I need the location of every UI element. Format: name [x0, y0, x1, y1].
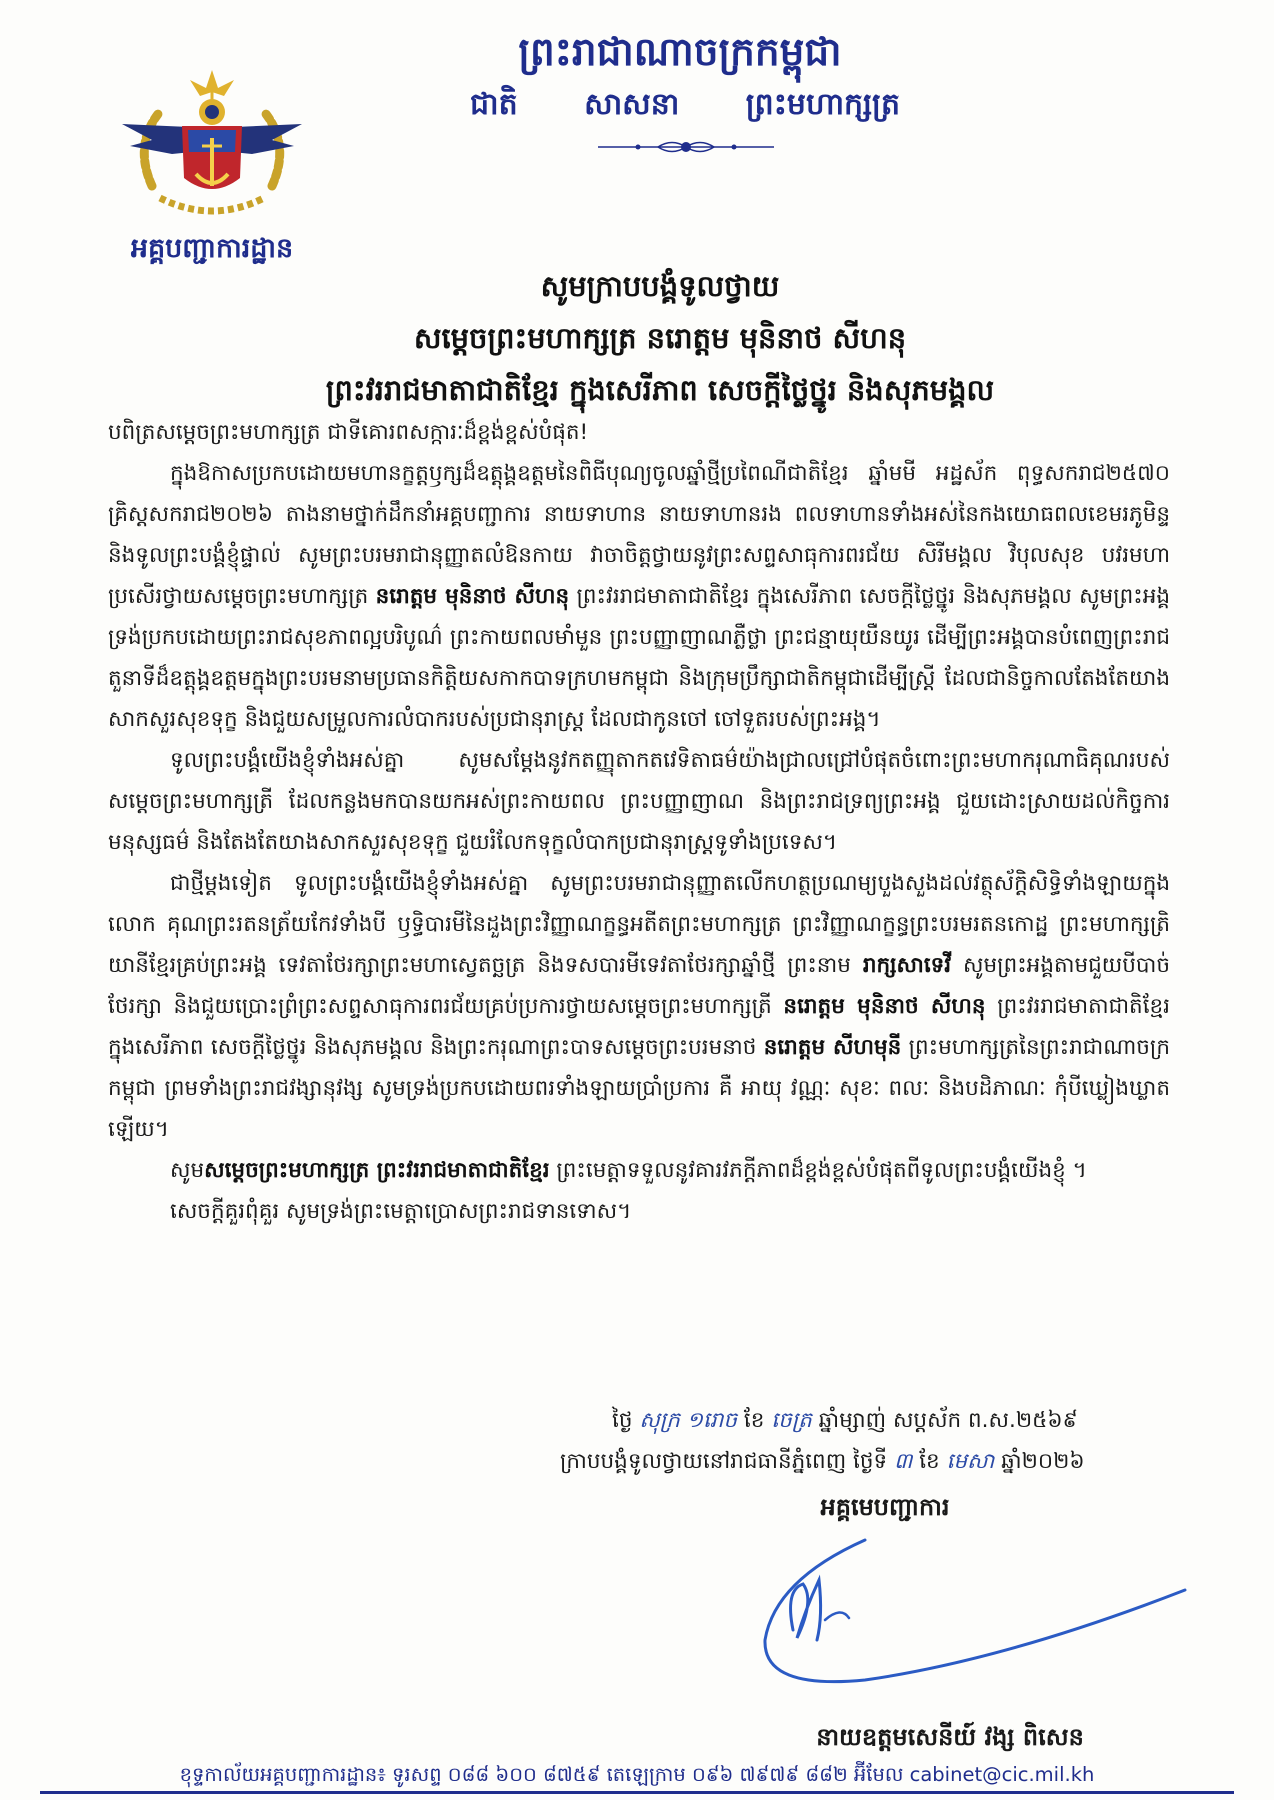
motto-king: ព្រះមហាក្សត្រ: [745, 87, 900, 122]
paragraph-2: ទូលព្រះបង្គំយើងខ្ញុំទាំងអស់គ្នា សូមសម្ដែងនូវកតញ្ញុតាកតវេទិតាធម៌យ៉ាងជ្រាលជ្រៅបំផុតចំពោះព្រះមហាករុណាធិគុណរបស់សម្ដេចព្រះមហាក្សត្រី ដែលកន្លងមកបានយកអស់ព្រះកាយពល ព្រះបញ្ញាញាណ និងព្រះរាជទ្រព្យព្រះអង្គ ជួយដោះស្រាយដល់កិច្ចការមនុស្សធម៌ និងតែងតែយាងសាកសួរសុខទុក្ខ ជួយរំលែកទុក្ខលំបាកប្រជានុរាស្ត្រទូទាំងប្រទេស។: [108, 748, 1170, 855]
p3-text-a: ជាថ្មីម្ដងទៀត ទូលព្រះបង្គំយើងខ្ញុំទាំងអស់គ្នា សូមព្រះបរមរាជានុញ្ញាតលើកហត្ថប្រណម្យបួងសួងដល់វត្ថុស័ក្តិសិទ្ធិទាំងឡាយក្នុងលោក គុណព្រះរតនត្រ័យកែវទាំងបី ឫទ្ធិបារមីនៃដួងព្រះវិញ្ញាណក្ខន្ធអតីតព្រះមហាក្សត្រ ព្រះវិញ្ញាណក្ខន្ធព្រះបរមរតនកោដ្ឋ ព្រះមហាក្សត្រិយានីខ្មែរគ្រប់ព្រះអង្គ ទេវតាថែរក្សាព្រះមហាស្វេតច្ឆត្រ និងទសបារមីទេវតាថែរក្សាឆ្នាំថ្មី ព្រះនាម: [108, 871, 1170, 978]
kingdom-heading: ព្រះរាជាណាចក្រកម្ពុជា: [518, 30, 842, 75]
national-motto: [470, 85, 900, 129]
solar-month-label: ខែ: [919, 1449, 940, 1474]
letter-body: [108, 412, 1170, 1232]
footer-divider: [40, 1791, 1234, 1794]
title-line-3: ព្រះវររាជមាតាជាតិខ្មែរ ក្នុងសេរីភាព សេចក្ដីថ្លៃថ្នូរ និងសុភមង្គល: [325, 373, 995, 407]
paragraph-3: [108, 863, 1170, 1150]
footer-contact: ខុទ្ទកាល័យអគ្គបញ្ជាការដ្ឋាន៖ ទូរសព្ទ ០៨៨ ៦០០ ៨៧៥៩ តេឡេក្រាម ០៩៦ ៧៩៧៩ ៨៨២ អ៊ីមែល cabinet@cic.mil.kh: [179, 1763, 1095, 1786]
p4-text-a: សូម: [170, 1158, 205, 1183]
lunar-month-label: ខែ: [743, 1408, 765, 1433]
signatory-name: នាយឧត្តមសេនីយ៍ វង្ស ពិសេន: [816, 1723, 1084, 1751]
p3-text-c: ព្រះវររាជមាតាជាតិខ្មែរ ក្នុងសេរីភាព សេចក្ដីថ្លៃថ្នូរ និងសុភមង្គល និងព្រះករុណាព្រះបាទសម្ដេចព្រះបរមនាថ: [108, 994, 1171, 1060]
signatory-title: អគ្គមេបញ្ជាការ: [820, 1493, 950, 1521]
solar-suffix: ឆ្នាំ២០២៦: [1001, 1449, 1085, 1474]
p1-queen-name: នរោត្តម មុនិនាថ សីហនុ: [375, 584, 570, 609]
paragraph-4: [108, 1150, 1170, 1191]
p4-text-b: ព្រះមេត្តាទទួលនូវគារវភក្តីភាពដ៏ខ្ពង់ខ្ពស់បំផុតពីទូលព្រះបង្គំយើងខ្ញុំ ។: [549, 1158, 1087, 1183]
lunar-prefix: ថ្ងៃ: [612, 1408, 633, 1433]
military-crest-emblem: [112, 66, 312, 226]
solar-month-handwritten: មេសា: [946, 1449, 995, 1474]
motto-nation: ជាតិ: [470, 87, 518, 122]
ornament-divider: [598, 138, 774, 156]
p3-king-name: នរោត្តម សីហមុនី: [763, 1035, 902, 1060]
title-line-2: សម្ដេចព្រះមហាក្សត្រ នរោត្តម មុនិនាថ សីហនុ: [413, 321, 907, 355]
title-line-1: សូមក្រាបបង្គំទូលថ្វាយ: [540, 269, 780, 303]
p3-deity-name: រាក្សសាទេវី: [862, 953, 952, 978]
lunar-date: [612, 1407, 1172, 1438]
paragraph-5: សេចក្ដីគួរពុំគួរ សូមទ្រង់ព្រះមេត្តាប្រោសព្រះរាជទានទោស។: [170, 1199, 632, 1224]
p3-text-b: សូមព្រះអង្គតាមជួយបីបាច់ថែរក្សា និងជួយប្រោះព្រំព្រះសព្ទសាធុការពរជ័យគ្រប់ប្រការថ្វាយសម្ដេចព្រះមហាក្សត្រី: [108, 953, 1170, 1019]
emblem-label: អគ្គបញ្ជាការដ្ឋាន: [130, 233, 294, 264]
emblem-graphic: [112, 66, 312, 226]
paragraph-1: [108, 453, 1170, 740]
solar-day-handwritten: ៣: [893, 1449, 913, 1474]
handwritten-signature: [745, 1520, 1215, 1700]
p3-queen-name: នរោត្តម មុនិនាថ សីហនុ: [783, 994, 986, 1019]
lunar-day-handwritten: សុក្រ ១រោច: [639, 1408, 738, 1433]
solar-date: [560, 1448, 1172, 1479]
signature-stroke: [745, 1520, 1215, 1700]
lunar-suffix: ឆ្នាំម្សាញ់ សប្តស័ក ព.ស.២៥៦៩: [818, 1408, 1078, 1433]
addressee-block: [200, 260, 1120, 416]
ornament-graphic: [598, 138, 774, 156]
lunar-month-handwritten: ចេត្រ: [771, 1408, 812, 1433]
p1-text-b: ព្រះវររាជមាតាជាតិខ្មែរ ក្នុងសេរីភាព សេចក្ដីថ្លៃថ្នូរ និងសុភមង្គល សូមព្រះអង្គទ្រង់ប្រកបដោយព្រះរាជសុខភាពល្អបរិបូណ៌ ព្រះកាយពលមាំមួន ព្រះបញ្ញាញាណភ្លឺថ្លា ព្រះជន្មាយុយឺនយូរ ដើម្បីព្រះអង្គបានបំពេញព្រះរាជតួនាទីដ៏ឧត្តុង្គឧត្តមក្នុងព្រះបរមនាមប្រធានកិត្តិយសកាកបាទក្រហមកម្ពុជា និងក្រុមប្រឹក្សាជាតិកម្ពុជាដើម្បីស្ត្រី ដែលជានិច្ចកាលតែងតែយាងសាកសួរសុខទុក្ខ និងជួយសម្រួលការលំបាករបស់ប្រជានុរាស្ត្រ ដែលជាកូនចៅ ចៅទួតរបស់ព្រះអង្គ។: [108, 584, 1170, 732]
motto-religion: សាសនា: [584, 87, 680, 122]
salutation: បពិត្រសម្ដេចព្រះមហាក្សត្រ ជាទីគោរពសក្ការៈដ៏ខ្ពង់ខ្ពស់បំផុត!: [108, 420, 589, 445]
p4-bold-title: សម្ដេចព្រះមហាក្សត្រ ព្រះវររាជមាតាជាតិខ្មែរ: [204, 1158, 550, 1183]
p1-text-a: ក្នុងឱកាសប្រកបដោយមហានក្ខត្តឫក្សដ៏ឧត្តុង្គឧត្តមនៃពិធីបុណ្យចូលឆ្នាំថ្មីប្រពៃណីជាតិខ្មែរ ឆ្នាំមមី អដ្ឋស័ក ពុទ្ធសករាជ២៥៧០ គ្រិស្តសករាជ២០២៦ តាងនាមថ្នាក់ដឹកនាំអគ្គបញ្ជាការ នាយទាហាន នាយទាហានរង ពលទាហានទាំងអស់នៃកងយោធពលខេមរភូមិន្ទ និងទូលព្រះបង្គំខ្ញុំផ្ទាល់ សូមព្រះបរមរាជានុញ្ញាតលំឱនកាយ វាចាចិត្តថ្វាយនូវព្រះសព្ទសាធុការពរជ័យ សិរីមង្គល វិបុលសុខ បវរមហាប្រសើរថ្វាយសម្ដេចព្រះមហាក្សត្រ: [108, 461, 1170, 609]
solar-prefix: ក្រាបបង្គំទូលថ្វាយនៅរាជធានីភ្នំពេញ ថ្ងៃទី: [560, 1449, 888, 1474]
p3-text-d: ព្រះមហាក្សត្រនៃព្រះរាជាណាចក្រកម្ពុជា ព្រមទាំងព្រះរាជវង្សានុវង្ស សូមទ្រង់ប្រកបដោយពរទាំងឡាយប្រាំប្រការ គឺ អាយុ វណ្ណៈ សុខៈ ពលៈ និងបដិភាណៈ កុំបីឃ្លៀងឃ្លាតឡើយ។: [108, 1035, 1170, 1142]
